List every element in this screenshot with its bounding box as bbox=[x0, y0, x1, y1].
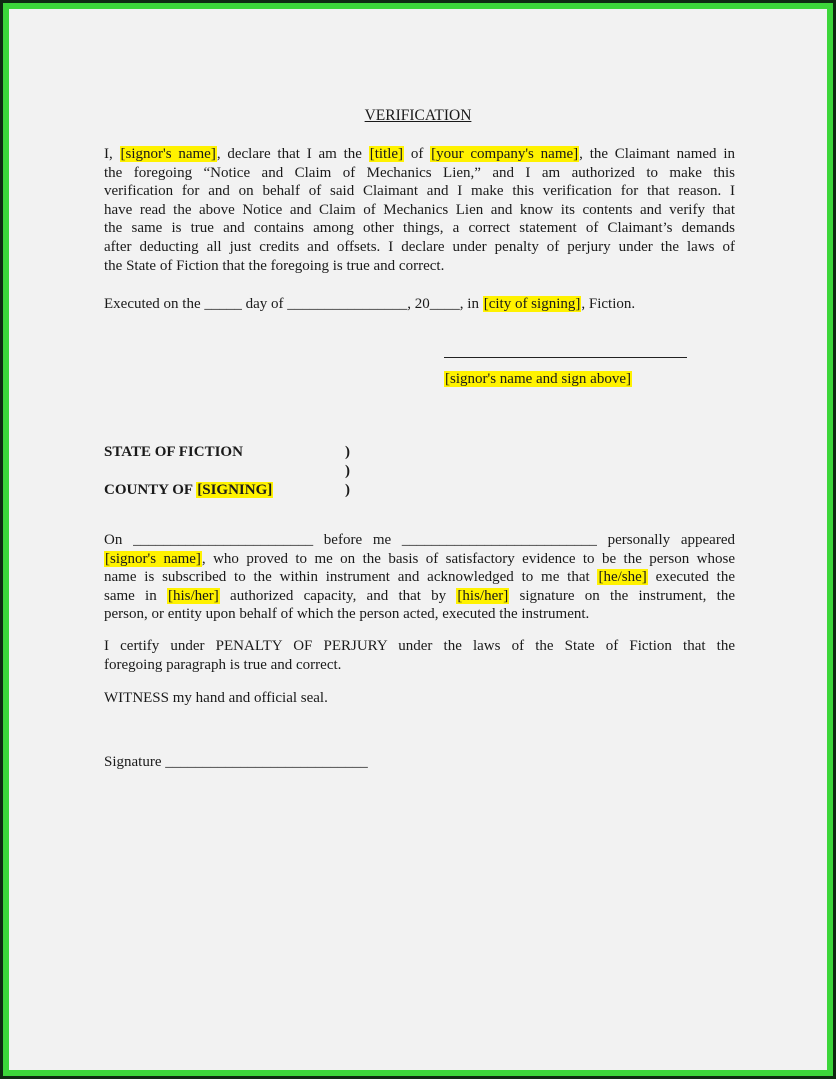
document-frame bbox=[3, 3, 833, 1076]
his-her-placeholder-2: [his/her] bbox=[457, 587, 509, 604]
county-placeholder: [SIGNING] bbox=[197, 482, 273, 498]
document-page bbox=[9, 9, 827, 1070]
county-label: COUNTY OF [SIGNING] bbox=[104, 482, 273, 498]
witness-line: WITNESS my hand and official seal. bbox=[104, 690, 328, 706]
p2-line-4: same in [his/her] authorized capacity, and that by [his/her] signature on the instrument, the bbox=[104, 587, 735, 604]
certify-paragraph bbox=[104, 637, 735, 674]
p2-line-5: person, or entity upon behalf of which the person acted, executed the instrument. bbox=[104, 606, 590, 623]
acknowledgment-paragraph bbox=[104, 531, 735, 624]
p3-line-1: I certify under PENALTY OF PERJURY under the laws of the State of Fiction that the bbox=[104, 638, 735, 654]
p2-line-1: On ________________________ before me __________________________ personally appeared bbox=[104, 532, 735, 548]
signature-field: Signature ___________________________ bbox=[104, 754, 368, 770]
p2-line-2: [signor's name], who proved to me on the basis of satisfactory evidence to be the person whose bbox=[105, 550, 735, 567]
company-name-placeholder: [your company's name] bbox=[431, 146, 579, 162]
signor-name-placeholder-2: [signor's name] bbox=[105, 550, 201, 567]
he-she-placeholder: [he/she] bbox=[598, 569, 647, 586]
executed-line: Executed on the _____ day of ________________, 20____, in [city of signing], Fiction. bbox=[104, 296, 636, 312]
city-placeholder: [city of signing] bbox=[483, 296, 581, 312]
signature-line bbox=[444, 357, 687, 358]
p1-line-6: after deducting all just credits and offsets. I declare under penalty of perjury under the laws of bbox=[104, 238, 735, 255]
document-title: VERIFICATION bbox=[364, 107, 472, 124]
p2-line-3: name is subscribed to the within instrument and acknowledged to me that [he/she] executed the bbox=[104, 569, 735, 586]
p1-line-4: have read the above Notice and Claim of Mechanics Lien and know its contents and verify that bbox=[104, 201, 735, 218]
p1-line-2: the foregoing “Notice and Claim of Mechanics Lien,” and I am authorized to make this bbox=[104, 164, 735, 181]
venue-paren-1: ) bbox=[345, 444, 350, 460]
signature-caption: [signor's name and sign above] bbox=[445, 371, 631, 387]
verification-paragraph bbox=[104, 145, 735, 275]
his-her-placeholder-1: [his/her] bbox=[167, 587, 219, 604]
p3-line-2: foregoing paragraph is true and correct. bbox=[104, 656, 342, 673]
title-placeholder: [title] bbox=[369, 146, 404, 162]
p1-line-5: the same is true and contains among other things, a correct statement of Claimant’s demands bbox=[104, 220, 735, 237]
signor-name-placeholder: [signor's name] bbox=[120, 146, 216, 162]
p1-line-1: I, [signor's name], declare that I am the [title] of [your company's name], the Claimant named in bbox=[104, 146, 735, 162]
state-label: STATE OF FICTION bbox=[104, 444, 243, 460]
venue-paren-2: ) bbox=[345, 463, 350, 479]
p1-line-3: verification for and on behalf of said Claimant and I make this verification for that reason. I bbox=[104, 183, 735, 200]
venue-paren-3: ) bbox=[345, 482, 350, 498]
p1-line-7: the State of Fiction that the foregoing is true and correct. bbox=[104, 257, 445, 274]
